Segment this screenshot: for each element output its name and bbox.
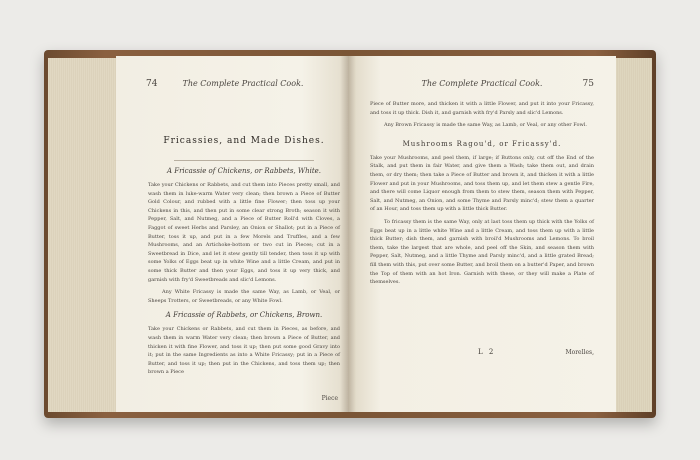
continuation-note: Any Brown Fricassy is made the same Way, as Lamb, or Veal, or any other Fowl.: [384, 122, 587, 129]
gutter-shadow: [340, 56, 356, 412]
heading-rule: [174, 160, 314, 161]
section1-note: Any White Fricassy is made the same Way, as Lamb, or Veal, or Sheeps Trotters, or Sweetbreads, or any White Fowl.: [148, 289, 340, 304]
section1-title: A Fricassie of Chickens, or Rabbets, White.: [166, 167, 322, 175]
right-page: [348, 56, 616, 412]
left-catchword: Piece: [321, 395, 338, 402]
left-running-title: The Complete Practical Cook.: [182, 79, 304, 88]
right-running-title: The Complete Practical Cook.: [421, 79, 543, 88]
chapter-heading: Fricassies, and Made Dishes.: [163, 136, 325, 146]
right-catchword: Morelles,: [565, 349, 594, 356]
right-running-head: [370, 79, 594, 88]
left-running-head: [146, 79, 340, 88]
left-page: [116, 56, 348, 412]
left-page-number: 74: [146, 79, 158, 89]
page-edges-right: [612, 58, 652, 412]
section2-title: A Fricassie of Rabbets, or Chickens, Brown.: [165, 311, 323, 320]
mushrooms-section-text-2: To fricassy them is the same Way, only at last toss them up thick with the Yolks of Eggs beat up in a little white Wine and a little Cream, and toss them up with a little thick Butter; dish them, and garnish with broil'd Mushrooms and Lemons. To broil them, take the largest that are whole, and peel off the Skin, and season them with Pepper, Salt, Nutmeg, and a little Thyme and Parsly minc'd, and a little grated Bread; fill them with this, put over some Butter, and broil them on a butter'd Paper, and brown the Top of them with an hot Iron. Garnish with these, or they will make a Plate of themselves.: [370, 218, 594, 286]
section2-text: Take your Chickens or Rabbets, and cut them in Pieces, as before, and wash them in warm Water very clean; then brown a Piece of Butter, and thicken it with fine Flower, and toss it up; then put some good Gravy into it; put in the same Ingredients as into a White Fricassy; put in a Piece of Butter, and toss it up; then put in the Chickens, and toss them up; then brown a Piece: [148, 326, 340, 376]
open-book: [44, 50, 656, 418]
signature-mark: L 2: [478, 348, 496, 356]
section1-text: Take your Chickens or Rabbets, and cut them into Pieces pretty small, and wash them in luke-warm Water very clean; then brown a Piece of Butter Gold Colour, and rubbed with a little fine Flower; then toss up your Chickens in this, and then put in some clear strong Broth; season it with Pepper, Salt, and Nutmeg, and a Piece of Butter Roll'd with Cloves, a Faggot of sweet Herbs and Parsley, an Onion or Shallot; put in a Piece of Butter, toss it up, and put in a few Morels and Truffles, and a few Mushrooms, and an Artichoke-bottom or two cut in Pieces; cut in a Sweetbread in Dice, and let it stew gently till tender, then toss it up with some Yolks of Eggs beat up in white Wine and a little Cream, and put in some thick Butter and then your Eggs, and toss it up very thick, and garnish with fry'd Sweetbreads and slic'd Lemons.: [148, 182, 340, 283]
mushrooms-section-title: Mushrooms Ragou'd, or Fricassy'd.: [402, 139, 562, 148]
mushrooms-section-text: Take your Mushrooms, and peel them, if large; if Buttons only, cut off the End of the Stalk, and put them in fair Water, and give them a Wash; take them out, and drain them, or dry them; then take a Piece of Butter and brown it, and thicken it with a little Flower and put in your Mushrooms, and toss them up, and let them stew a gentle Fire, and there will come Liquor enough from them to stew them, season them with Pepper, Salt, and Nutmeg, an Onion, and some Thyme and Parsly minc'd; stew them a quarter of an Hour, and toss them up with a little thick Butter.: [370, 154, 594, 213]
right-page-number: 75: [582, 79, 594, 89]
continuation-text: Piece of Butter more, and thicken it with a little Flower, and put it into your Fricassy, and toss it up thick. Dish it, and garnish with fry'd Parsly and slic'd Lemons.: [370, 101, 594, 116]
page-edges-left: [48, 58, 120, 412]
